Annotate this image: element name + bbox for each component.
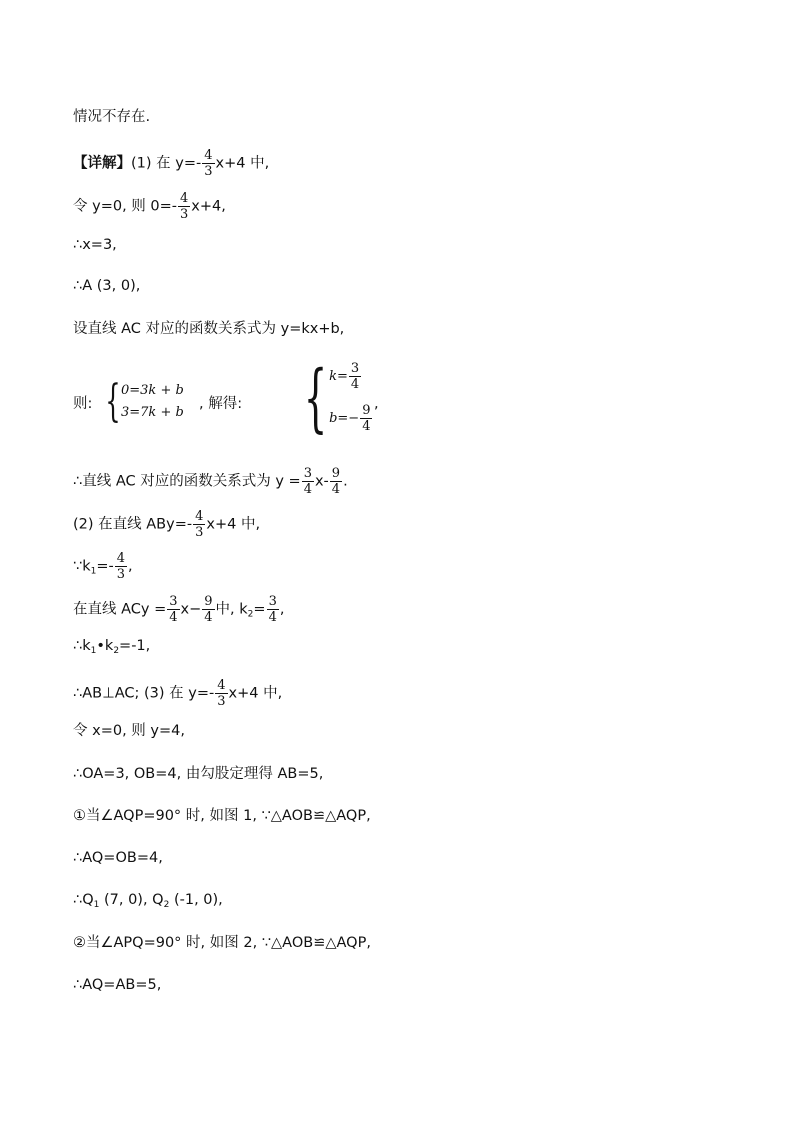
fraction: $\frac{4}{3}$ [204,148,213,179]
line-text: ∴AB⊥AC; (3) 在 y=- [73,685,215,702]
equation-system-2 [292,356,373,440]
line-text: 在直线 ACy = [73,601,167,618]
line-text: = [253,601,266,618]
fraction: $\frac{4}{3}$ [195,509,204,540]
line-text: x− [180,601,202,618]
line-text: ①当∠AQP=90° 时, 如图 1, ∵△AOB≌△AQP, [73,808,371,824]
line-text: ∴直线 AC 对应的函数关系式为 y = [73,473,301,490]
line-text: x+4 中, [206,516,261,533]
text-line [73,890,223,915]
line-text: 则: [73,396,93,412]
text-line [73,594,284,625]
text-line [73,509,260,540]
subscript: 1 [93,900,100,910]
text-line [73,678,282,709]
text-line [73,191,226,222]
fraction: $\frac{9}{4}$ [331,466,341,497]
text-line [73,466,348,497]
subscript: 1 [90,566,97,577]
fraction: $\frac{3}{4}$ [303,466,312,497]
subscript: 1 [90,646,97,656]
line-text: . [343,473,348,490]
text-line [73,721,185,741]
line-text: =- [96,558,114,575]
text-line [374,394,379,414]
text-line [73,235,117,255]
brace-symbol: { [303,355,328,441]
line-text: •k [96,638,114,654]
brace-symbol: { [105,376,121,427]
line-text: ∵k [73,558,91,575]
equation-system-1 [99,376,184,427]
line-text: ∴OA=3, OB=4, 由勾股定理得 AB=5, [73,766,324,782]
line-text: x- [314,473,329,490]
text-line [73,276,140,296]
line-text: ∴A (3, 0), [73,278,141,294]
line-text: ∴x=3, [73,237,117,253]
fraction: $\frac{3}{4}$ [350,361,360,392]
detail-heading: 【详解】 [73,155,131,172]
text-line [73,848,163,868]
fraction: $\frac{3}{4}$ [169,594,178,625]
line-text: x+4 中, [228,685,283,702]
line-text: 设直线 AC 对应的函数关系式为 y=kx+b, [73,321,345,337]
fraction: $\frac{9}{4}$ [362,403,371,434]
line-text: (-1, 0), [169,892,223,908]
text-line [73,636,150,661]
text-line [73,107,150,127]
line-text: x+4, [191,198,226,215]
line-text: , 解得: [199,396,243,412]
line-text: 中, k [215,601,248,618]
fraction: $\frac{3}{4}$ [268,594,277,625]
text-line [73,806,371,826]
system-rows: 0=3k + b 3=7k + b [121,383,184,420]
line-text: (7, 0), Q [99,892,164,908]
line-text: (2) 在直线 ABy=- [73,516,193,533]
line-text: , [374,396,379,412]
line-text: ②当∠APQ=90° 时, 如图 2, ∵△AOB≌△AQP, [73,935,371,951]
subscript: 2 [113,646,120,656]
text-line [73,933,371,953]
text-line [73,148,269,179]
fraction: $\frac{4}{3}$ [180,191,189,222]
text-line [73,764,323,784]
line-text: (1) 在 y=- [131,155,202,172]
subscript: 2 [247,609,254,620]
line-text: ∴AQ=AB=5, [73,977,162,993]
fraction: $\frac{4}{3}$ [116,551,126,582]
line-text: ∴k [73,638,91,654]
fraction: $\frac{9}{4}$ [204,594,213,625]
line-text: , [128,558,133,575]
line-text: 情况不存在. [73,109,151,125]
subscript: 2 [163,900,170,910]
text-line [73,551,133,582]
text-line [73,319,344,339]
text-line [199,394,242,414]
line-text: 令 y=0, 则 0=- [73,198,177,215]
line-text: , [279,601,285,618]
text-line [73,975,161,995]
system-rows: k= $\frac{3}{4}$ b=− $\frac{9}{4}$ [329,361,371,434]
line-text: ∴AQ=OB=4, [73,850,163,866]
text-line [73,394,92,414]
line-text: ∴Q [73,892,94,908]
line-text: =-1, [119,638,151,654]
fraction: $\frac{4}{3}$ [217,678,226,709]
line-text: x+4 中, [215,155,270,172]
line-text: 令 x=0, 则 y=4, [73,723,185,739]
